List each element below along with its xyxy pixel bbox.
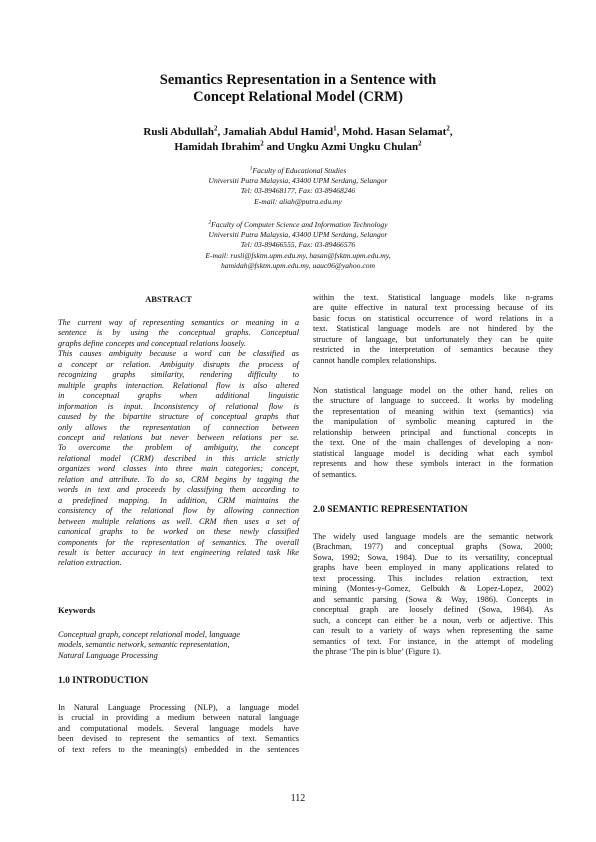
abstract-line: between multiple relations as well. CRM then uses a set of: [58, 516, 299, 526]
body-line: text. Statistical language models are not hindered by the: [313, 324, 553, 334]
author-line-1: [0, 125, 596, 140]
affiliation-email: hamidah@fsktm.upm.edu.my, uauc06@yahoo.com: [220, 260, 375, 270]
body-line: the structure of language to succeed. It works by modeling: [313, 396, 553, 406]
body-line: can result to a variety of ways when representing the same: [313, 626, 553, 636]
affiliation-email: E-mail: aliah@putra.edu.my: [254, 196, 342, 206]
abstract-line: only allows the representation of connection between: [58, 422, 299, 432]
abstract-line: a concept or relation. Ambiguity disrupts the process of: [58, 359, 299, 369]
body-line: are quite effective in natural text processing because of its: [313, 303, 553, 313]
body-line: The widely used language models are the semantic network: [313, 532, 553, 541]
body-line: of semantics.: [313, 469, 357, 479]
author-list: [0, 125, 596, 155]
body-line: structure of language, but unfortunately they can be quite: [313, 334, 553, 344]
author-affiliation-mark: 2: [214, 124, 218, 133]
abstract-line: graphs define concepts and conceptual relations loosely.: [58, 338, 246, 348]
author-name: Jamaliah Abdul Hamid: [223, 126, 334, 138]
author-separator: and: [263, 141, 287, 153]
body-line: Non statistical language model on the other hand, relies on: [313, 386, 553, 395]
author-name: Mohd. Hasan Selamat: [342, 126, 447, 138]
affiliation-line: Tel: 03-89466555, Fax: 03-89466576: [240, 240, 356, 250]
body-line: relationship between principal and functional concepts in: [313, 427, 553, 437]
keywords-body: [58, 630, 299, 661]
body-line: mining (Montes-y-Gomez, Gelbukh & Lopez-Lopez, 2002): [313, 584, 553, 594]
section-2-body: [313, 532, 553, 657]
paper-title: [0, 72, 596, 106]
author-affiliation-mark: 2: [418, 139, 422, 148]
body-paragraph-2: [313, 386, 553, 480]
abstract-line: result is better accuracy in text engineering related task like: [58, 547, 299, 557]
affiliation-line: $^2$Faculty of Computer Science and Information Technology: [208, 219, 388, 229]
body-line: the manipulation of symbolic meaning captured in the: [313, 417, 553, 427]
affiliation-email: E-mail: rusli@fsktm.upm.edu.my, hasan@fsktm.upm.edu.my,: [205, 250, 391, 260]
abstract-line: a predefined mapping. In addition, CRM maintains the: [58, 495, 299, 505]
abstract-line: concept and relations but never between relations per se.: [58, 432, 299, 442]
abstract-line: canonical graphs to be worked on these newly classified: [58, 527, 299, 537]
body-line: within the text. Statistical language models like n-grams: [313, 293, 553, 302]
author-name: Ungku Azmi Ungku Chulan: [287, 141, 419, 153]
affiliation-line: Universiti Putra Malaysia, 43400 UPM Serdang, Selangor: [208, 230, 388, 240]
title-line-2: Concept Relational Model (CRM): [193, 89, 403, 105]
author-line-2: [0, 140, 596, 155]
body-line: cannot handle complex relationships.: [313, 355, 437, 365]
affiliation-mark: 2: [208, 219, 212, 226]
introduction-line: and computational models. Several language models have: [58, 723, 299, 733]
abstract-line: relational model (CRM) described in this article strictly: [58, 453, 299, 463]
body-line: such, a concept can either be a noun, verb or adjective. This: [313, 615, 553, 625]
page-number: 112: [290, 793, 306, 804]
author-affiliation-mark: 2: [260, 139, 264, 148]
affiliation-line: Tel: 03-89468177, Fax: 03-89468246: [240, 186, 356, 196]
abstract-line: in conceptual graphs when additional linguistic: [58, 391, 299, 401]
author-name: Rusli Abdullah: [143, 126, 215, 138]
abstract-line: components for the representation of semantics. The overall: [58, 537, 299, 547]
body-line: basic focus on statistical occurrence of word relations in a: [313, 313, 553, 323]
title-line-1: Semantics Representation in a Sentence with: [159, 72, 437, 88]
introduction-line: In Natural Language Processing (NLP), a language model: [58, 703, 299, 712]
body-line: represents and how these symbols interact in the formation: [313, 459, 553, 469]
keywords-line: Conceptual graph, concept relational model, language: [58, 630, 240, 639]
body-line: the phrase ‘The pin is blue’ (Figure 1).: [313, 646, 441, 656]
abstract-line: recognizing graphs similarity, rendering difficulty to: [58, 370, 299, 380]
introduction-line: of text refers to the meaning(s) embedded in the sentences: [58, 744, 299, 754]
abstract-line: relation and attribute. To do so, CRM begins by tagging the: [58, 474, 299, 484]
abstract-line: organizes word classes into three main categories; concept,: [58, 464, 299, 474]
body-paragraph-1: [313, 293, 553, 366]
abstract-line: To overcome the problem of ambiguity, the concept: [58, 443, 299, 453]
body-line: (Brachman, 1977) and conceptual graphs (Sowa, 2000;: [313, 542, 553, 552]
body-line: the text. One of the main challenges of developing a non-: [313, 438, 553, 448]
affiliation-2: [0, 220, 596, 271]
abstract-line: This causes ambiguity because a word can be classified as: [58, 349, 299, 359]
author-affiliation-mark: 1: [333, 124, 337, 133]
abstract-line: The current way of representing semantics or meaning in a: [58, 318, 299, 327]
abstract-line: information is input. Inconsistency of relational flow is: [58, 401, 299, 411]
body-line: restricted in the interpretation of semantics because they: [313, 345, 553, 355]
introduction-heading: 1.0 INTRODUCTION: [58, 676, 149, 686]
abstract-line: caused by the bipartite structure of conceptual graphs that: [58, 412, 299, 422]
body-line: text processing. This includes relation extraction, text: [313, 573, 553, 583]
affiliation-1: [0, 166, 596, 207]
body-line: statistical language model is deciding what each symbol: [313, 448, 553, 458]
keywords-line: models, semantic network, semantic representation,: [58, 640, 230, 650]
introduction-line: been devised to represent the semantics of text. Semantics: [58, 734, 299, 744]
body-line: conceptual graph are loosely defined (Sowa, 1984). As: [313, 605, 553, 615]
affiliation-mark: 1: [249, 165, 253, 172]
abstract-line: relation extraction.: [58, 558, 122, 568]
affiliation-line: $^1$Faculty of Educational Studies: [249, 165, 347, 175]
abstract-line: consistency of the relational flow by allowing connection: [58, 506, 299, 516]
abstract-heading: ABSTRACT: [145, 294, 192, 304]
abstract-body: [58, 318, 299, 569]
keywords-line: Natural Language Processing: [58, 650, 158, 660]
abstract-line: words in text and proceeds by classifying them according to: [58, 485, 299, 495]
author-name: Hamidah Ibrahim: [174, 141, 261, 153]
affiliation-line: Universiti Putra Malaysia, 43400 UPM Serdang, Selangor: [208, 176, 388, 186]
abstract-line: multiple graphs interaction. Relational flow is also altered: [58, 380, 299, 390]
author-separator: ,: [449, 126, 453, 138]
body-line: graphs have been employed in many applications related to: [313, 563, 553, 573]
introduction-line: is crucial in providing a medium between natural language: [58, 713, 299, 723]
body-line: Sowa, 1992; Sowa, 1984). Due to its versatility, conceptual: [313, 552, 553, 562]
body-line: and semantic parsing (Sowa & Way, 1986). Concepts in: [313, 594, 553, 604]
author-affiliation-mark: 2: [446, 124, 450, 133]
author-separator: ,: [336, 126, 343, 138]
abstract-line: sentence is by using the conceptual graphs. Conceptual: [58, 328, 299, 338]
author-separator: ,: [217, 126, 224, 138]
section-2-heading: 2.0 SEMANTIC REPRESENTATION: [313, 505, 468, 515]
introduction-body: [58, 703, 299, 755]
keywords-heading: Keywords: [58, 605, 96, 615]
body-line: the representation of meaning within text (semantics) via: [313, 406, 553, 416]
body-line: semantics of text. For instance, in the attempt of modeling: [313, 636, 553, 646]
